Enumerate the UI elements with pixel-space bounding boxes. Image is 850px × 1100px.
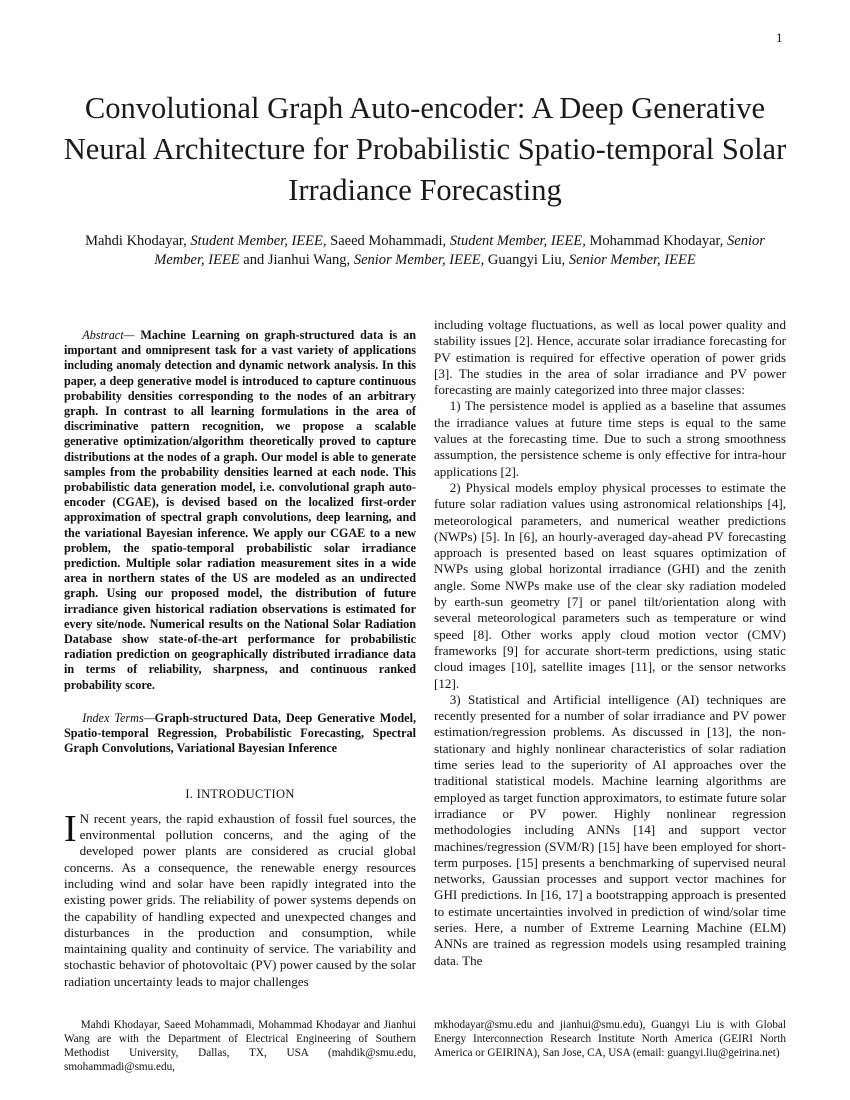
- body-paragraph: 1) The persistence model is applied as a baseline that assumes the irradiance values at future time steps is equal to the same values at the forecasting time. Due to such a strong smoothness assumption, the persistence scheme is only effective for intra-hour applications [2].: [434, 398, 786, 479]
- author-name: Guangyi Liu,: [484, 252, 569, 268]
- page-number: 1: [776, 30, 783, 45]
- index-terms: [64, 711, 416, 757]
- author-name: Mahdi Khodayar,: [85, 233, 191, 249]
- author-name: , Saeed Mohammadi,: [322, 233, 450, 249]
- intro-paragraph: [64, 807, 416, 990]
- author-role: Student Member, IEEE,: [449, 233, 586, 249]
- author-role: Senior Member, IEEE: [568, 252, 696, 268]
- body-paragraph: including voltage fluctuations, as well as local power quality and stability issues [2]. Hence, accurate solar irradiance forecasting for PV estimation is required for effective operation of power grids [3]. The studies in the area of solar irradiance and PV power forecasting are mainly categorized into three major classes:: [434, 317, 786, 398]
- right-column: [434, 317, 786, 969]
- index-terms-text: Graph-structured Data, Deep Generative Model, Spatio-temporal Regression, Probabilistic Forecasting, Spectral Graph Convolutions, Variational Bayesian Inference: [64, 710, 416, 756]
- paper-title: Convolutional Graph Auto-encoder: A Deep Generative Neural Architecture for Probabilistic Spatio-temporal Solar Irradiance Forecasting: [63, 91, 787, 207]
- author-role: Student Member, IEEE: [190, 233, 323, 249]
- abstract-text: Machine Learning on graph-structured data is an important and omnipresent task for a vast variety of applications including anomaly detection and dynamic network analysis. In this paper, a deep generative model is introduced to capture continuous probability densities corresponding to the nodes of an arbitrary graph. In contrast to all learning formulations in the area of discriminative pattern recognition, we propose a scalable generative optimization/algorithm theoretically proved to capture distributions at the nodes of a graph. Our model is able to generate samples from the probability densities learned at each node. This probabilistic data generation model, i.e. convolutional graph auto-encoder (CGAE), is devised based on the localized first-order approximation of spectral graph convolutions, deep learning, and the variational Bayesian inference. We apply our CGAE to a new problem, the spatio-temporal probabilistic solar irradiance prediction. Multiple solar radiation measurement sites in a wide area in northern states of the US are modeled as an undirected graph. Using our proposed model, the distribution of future irradiance given historical radiation observations is estimated for every site/node. Numerical results on the National Solar Radiation Database show state-of-the-art performance for probabilistic radiation prediction on geographically distributed irradiance data in terms of reliability, sharpness, and continuous ranked probability score.: [64, 328, 416, 692]
- abstract-label: Abstract—: [82, 328, 135, 342]
- author-list: [85, 232, 765, 270]
- footnote-right: mkhodayar@smu.edu and jianhui@smu.edu), Guangyi Liu is with Global Energy Interconnection Research Institute North America (GEIRI North America or GEIRINA), San Jose, CA, USA (email: guangyi.liu@geirina.net): [434, 1019, 786, 1059]
- intro-text: N recent years, the rapid exhaustion of fossil fuel sources, the environmental pollution concerns, and the aging of the developed power plants are considered as crucial global concerns. As a consequence, the renewable energy resources including wind and solar have been rapidly integrated into the existing power grids. The reliability of power systems depends on the capability of handling expected and unexpected changes and disturbances in the production and consumption, while maintaining quality and continuity of service. The variability and stochastic behavior of photovoltaic (PV) power caused by the solar radiation uncertainty leads to major challenges: [64, 810, 416, 989]
- footnote-left: Mahdi Khodayar, Saeed Mohammadi, Mohammad Khodayar and Jianhui Wang are with the Department of Electrical Engineering of Southern Methodist University, Dallas, TX, USA (mahdik@smu.edu, smohammadi@smu.edu,: [64, 1019, 416, 1073]
- left-column: [64, 328, 416, 990]
- abstract: [64, 328, 416, 693]
- author-name: Mohammad Khodayar,: [585, 233, 728, 249]
- body-paragraph: 2) Physical models employ physical processes to estimate the future solar radiation values using astronomical relationships [4], meteorological parameters, and numerical weather predictions (NWPs) [5]. In [6], an hourly-averaged day-ahead PV forecasting approach is presented based on least squares optimization of NWPs using global horizontal irradiance (GHI) and the zenith angle. Some NWPs make use of the clear sky radiation modeled by earth-sun geometry [7] or panel tilt/orientation along with several meteorological parameters such as temperature or wind speed [8]. Other works apply cloud motion vector (CMV) frameworks [9] for accurate short-term predictions, using static cloud images [10], satellite images [11], or the sensor networks [12].: [434, 479, 786, 691]
- body-paragraph: 3) Statistical and Artificial intelligence (AI) techniques are recently presented for a number of solar irradiance and PV power estimation/regression problems. As discussed in [13], the non-stationary and highly nonlinear characteristics of solar radiation time series lead to the superiority of AI approaches over the traditional statistical models. Machine learning algorithms are employed as target function approximators, to estimate future solar irradiance or PV power. Highly nonlinear regression methodologies including ANNs [14] and support vector machines/regression (SVM/R) [15] have been employed for short-term purposes. [15] presents a benchmarking of supervised neural networks, Gaussian processes and support vector machines for GHI predictions. In [16, 17] a bootstrapping approach is presented to estimate uncertainties involved in prediction of wind/solar time series. Here, a number of Extreme Learning Machine (ELM) ANNs are trained as regression models using resampled training data. The: [434, 691, 786, 968]
- author-role: Senior Member, IEEE: [154, 233, 765, 268]
- section-heading-introduction: I. INTRODUCTION: [185, 787, 295, 802]
- dropcap: I: [64, 807, 77, 850]
- author-name: and Jianhui Wang,: [239, 252, 354, 268]
- author-role: Senior Member, IEEE,: [353, 252, 485, 268]
- index-terms-label: Index Terms—: [82, 710, 155, 725]
